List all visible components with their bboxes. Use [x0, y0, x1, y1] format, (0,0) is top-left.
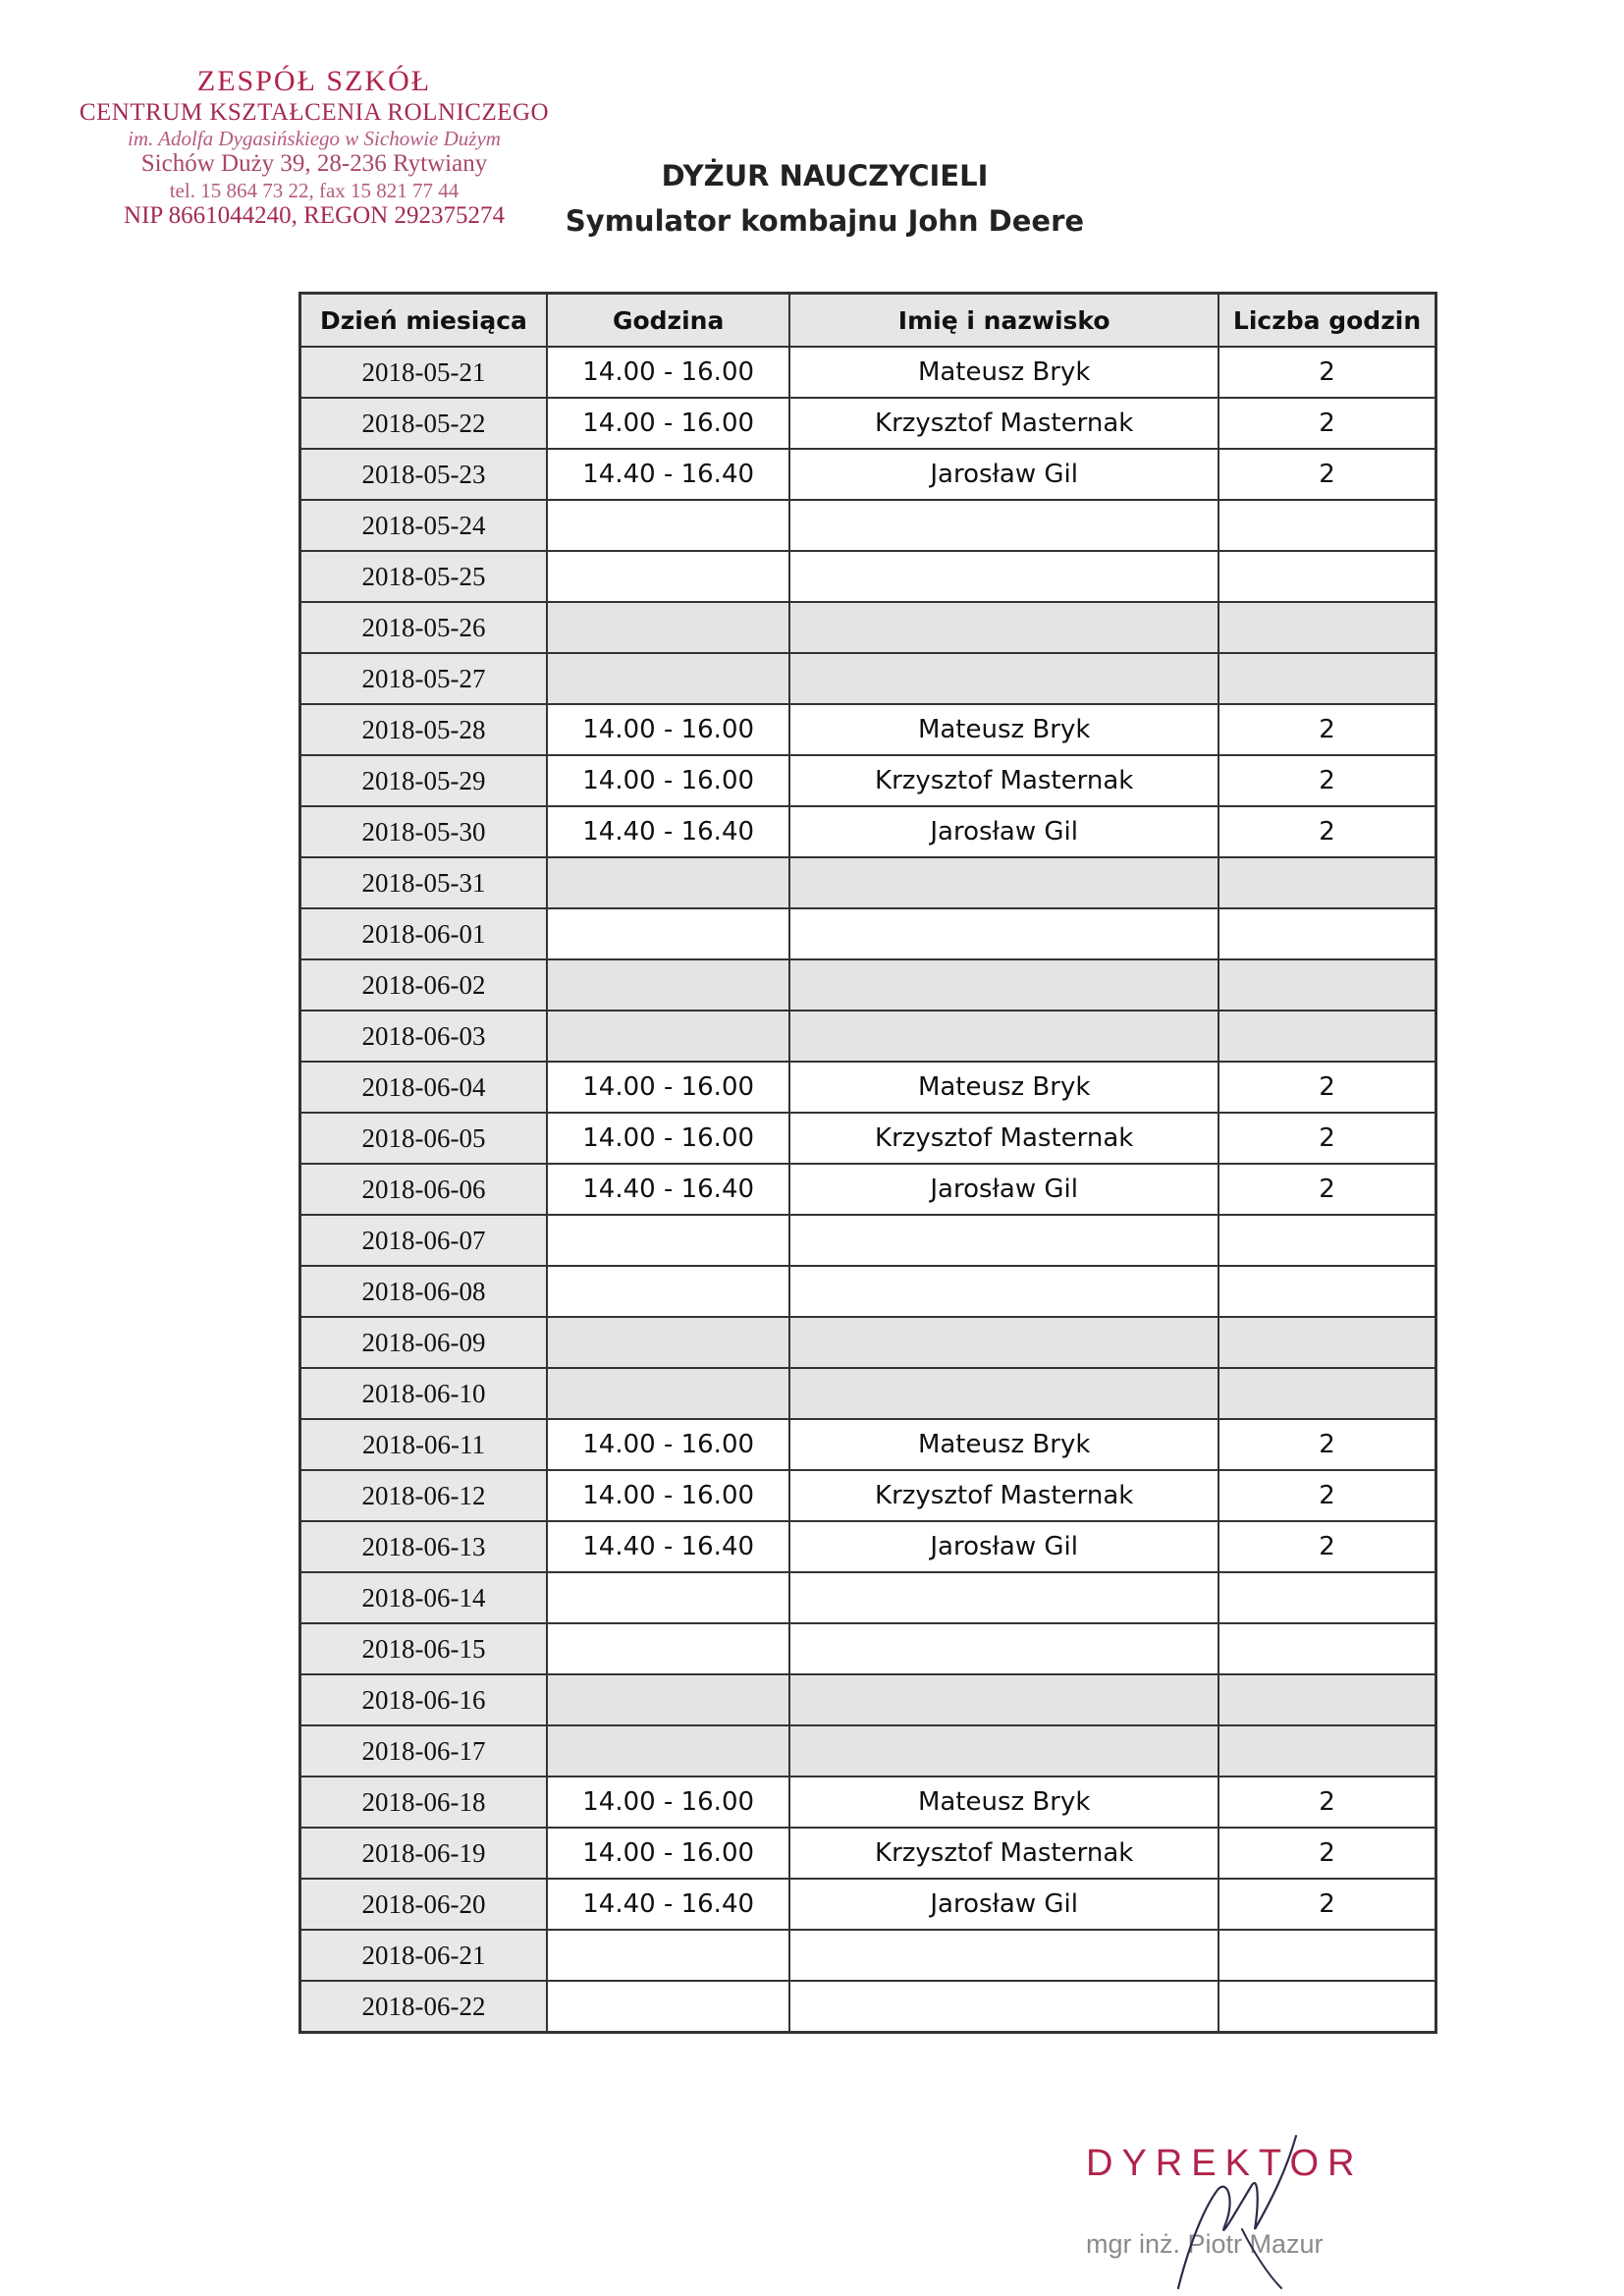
table-row: [300, 1879, 1436, 1930]
header-date: Dzień miesiąca: [300, 294, 547, 348]
time-cell: 14.00 - 16.00: [547, 1470, 789, 1521]
teacher-cell: [789, 602, 1218, 653]
teacher-cell: Jarosław Gil: [789, 1164, 1218, 1215]
hours-cell: [1218, 602, 1435, 653]
stamp-line-patron: im. Adolfa Dygasińskiego w Sichowie Dużym: [128, 127, 501, 151]
table-row: [300, 1368, 1436, 1419]
hours-cell: [1218, 1623, 1435, 1674]
time-cell: [547, 1011, 789, 1062]
time-cell: 14.40 - 16.40: [547, 1164, 789, 1215]
teacher-cell: [789, 1623, 1218, 1674]
date-cell: 2018-06-21: [300, 1930, 547, 1981]
hours-cell: [1218, 1317, 1435, 1368]
teacher-cell: [789, 551, 1218, 602]
date-cell: 2018-06-17: [300, 1725, 547, 1777]
date-cell: 2018-06-05: [300, 1113, 547, 1164]
teacher-cell: [789, 908, 1218, 959]
table-row: [300, 704, 1436, 755]
time-cell: [547, 1368, 789, 1419]
hours-cell: 2: [1218, 704, 1435, 755]
teacher-cell: Mateusz Bryk: [789, 704, 1218, 755]
time-cell: [547, 1215, 789, 1266]
table-row: [300, 1215, 1436, 1266]
hours-cell: 2: [1218, 755, 1435, 806]
hours-cell: 2: [1218, 1521, 1435, 1572]
table-row: [300, 653, 1436, 704]
teacher-cell: Krzysztof Masternak: [789, 1470, 1218, 1521]
time-cell: 14.00 - 16.00: [547, 347, 789, 398]
table-row: [300, 1521, 1436, 1572]
date-cell: 2018-06-04: [300, 1062, 547, 1113]
date-cell: 2018-06-10: [300, 1368, 547, 1419]
director-name: mgr inż. Piotr Mazur: [1086, 2229, 1324, 2259]
teacher-cell: [789, 1674, 1218, 1725]
date-cell: 2018-06-13: [300, 1521, 547, 1572]
teacher-cell: Mateusz Bryk: [789, 1419, 1218, 1470]
director-signature-block: [1080, 2131, 1375, 2296]
table-row: [300, 857, 1436, 908]
time-cell: 14.40 - 16.40: [547, 806, 789, 857]
date-cell: 2018-06-15: [300, 1623, 547, 1674]
date-cell: 2018-05-28: [300, 704, 547, 755]
teacher-cell: [789, 857, 1218, 908]
table-row: [300, 347, 1436, 398]
hours-cell: 2: [1218, 1164, 1435, 1215]
date-cell: 2018-05-23: [300, 449, 547, 500]
time-cell: [547, 1981, 789, 2033]
table-row: [300, 1572, 1436, 1623]
table-row: [300, 908, 1436, 959]
table-body: [300, 347, 1436, 2033]
table-row: [300, 1113, 1436, 1164]
teacher-cell: [789, 1215, 1218, 1266]
table-row: [300, 1470, 1436, 1521]
time-cell: 14.00 - 16.00: [547, 1113, 789, 1164]
time-cell: [547, 500, 789, 551]
date-cell: 2018-05-30: [300, 806, 547, 857]
time-cell: [547, 959, 789, 1011]
date-cell: 2018-05-24: [300, 500, 547, 551]
hours-cell: 2: [1218, 1879, 1435, 1930]
time-cell: [547, 1930, 789, 1981]
table-row: [300, 755, 1436, 806]
teacher-cell: [789, 1011, 1218, 1062]
hours-cell: [1218, 959, 1435, 1011]
hours-cell: 2: [1218, 449, 1435, 500]
date-cell: 2018-06-09: [300, 1317, 547, 1368]
date-cell: 2018-05-21: [300, 347, 547, 398]
table-row: [300, 500, 1436, 551]
stamp-line-center: CENTRUM KSZTAŁCENIA ROLNICZEGO: [79, 98, 550, 126]
table-row: [300, 1419, 1436, 1470]
date-cell: 2018-06-18: [300, 1777, 547, 1828]
hours-cell: 2: [1218, 1062, 1435, 1113]
hours-cell: 2: [1218, 1828, 1435, 1879]
hours-cell: [1218, 1368, 1435, 1419]
table-row: [300, 1062, 1436, 1113]
time-cell: 14.40 - 16.40: [547, 1879, 789, 1930]
table-row: [300, 1317, 1436, 1368]
hours-cell: [1218, 1725, 1435, 1777]
hours-cell: [1218, 1266, 1435, 1317]
document-title: DYŻUR NAUCZYCIELI: [661, 159, 989, 192]
hours-cell: 2: [1218, 1777, 1435, 1828]
date-cell: 2018-05-29: [300, 755, 547, 806]
date-cell: 2018-06-01: [300, 908, 547, 959]
time-cell: [547, 1572, 789, 1623]
time-cell: 14.00 - 16.00: [547, 704, 789, 755]
table-row: [300, 1981, 1436, 2033]
time-cell: [547, 653, 789, 704]
time-cell: 14.00 - 16.00: [547, 398, 789, 449]
document-heading: [550, 155, 1100, 246]
teacher-cell: Krzysztof Masternak: [789, 755, 1218, 806]
date-cell: 2018-05-27: [300, 653, 547, 704]
teacher-cell: Mateusz Bryk: [789, 1062, 1218, 1113]
date-cell: 2018-05-31: [300, 857, 547, 908]
time-cell: 14.40 - 16.40: [547, 1521, 789, 1572]
teacher-cell: Jarosław Gil: [789, 1879, 1218, 1930]
time-cell: 14.40 - 16.40: [547, 449, 789, 500]
hours-cell: [1218, 1215, 1435, 1266]
table-row: [300, 1725, 1436, 1777]
hours-cell: [1218, 857, 1435, 908]
date-cell: 2018-06-14: [300, 1572, 547, 1623]
date-cell: 2018-06-22: [300, 1981, 547, 2033]
teacher-cell: Mateusz Bryk: [789, 1777, 1218, 1828]
date-cell: 2018-06-20: [300, 1879, 547, 1930]
time-cell: [547, 1317, 789, 1368]
teacher-cell: [789, 959, 1218, 1011]
teacher-cell: Jarosław Gil: [789, 449, 1218, 500]
table-row: [300, 1930, 1436, 1981]
hours-cell: [1218, 1930, 1435, 1981]
date-cell: 2018-06-12: [300, 1470, 547, 1521]
time-cell: [547, 602, 789, 653]
table-row: [300, 1266, 1436, 1317]
table-row: [300, 398, 1436, 449]
teacher-cell: [789, 1981, 1218, 2033]
date-cell: 2018-05-26: [300, 602, 547, 653]
handwritten-signature: [1149, 2131, 1326, 2296]
date-cell: 2018-06-03: [300, 1011, 547, 1062]
hours-cell: [1218, 1011, 1435, 1062]
table-row: [300, 806, 1436, 857]
hours-cell: [1218, 500, 1435, 551]
teacher-cell: [789, 1266, 1218, 1317]
teacher-cell: Jarosław Gil: [789, 806, 1218, 857]
table-row: [300, 1623, 1436, 1674]
table-row: [300, 1674, 1436, 1725]
date-cell: 2018-06-11: [300, 1419, 547, 1470]
stamp-line-address: Sichów Duży 39, 28-236 Rytwiany: [140, 150, 488, 178]
hours-cell: 2: [1218, 398, 1435, 449]
table-row: [300, 1011, 1436, 1062]
school-stamp: [79, 65, 550, 231]
table-row: [300, 449, 1436, 500]
table-row: [300, 551, 1436, 602]
hours-cell: [1218, 1674, 1435, 1725]
table-row: [300, 959, 1436, 1011]
teacher-cell: Jarosław Gil: [789, 1521, 1218, 1572]
hours-cell: [1218, 908, 1435, 959]
date-cell: 2018-06-08: [300, 1266, 547, 1317]
hours-cell: 2: [1218, 806, 1435, 857]
time-cell: 14.00 - 16.00: [547, 1828, 789, 1879]
teacher-cell: Mateusz Bryk: [789, 347, 1218, 398]
hours-cell: [1218, 1572, 1435, 1623]
time-cell: [547, 551, 789, 602]
time-cell: 14.00 - 16.00: [547, 1777, 789, 1828]
teacher-cell: [789, 1317, 1218, 1368]
header-time: Godzina: [547, 294, 789, 348]
date-cell: 2018-05-25: [300, 551, 547, 602]
time-cell: 14.00 - 16.00: [547, 1419, 789, 1470]
date-cell: 2018-05-22: [300, 398, 547, 449]
date-cell: 2018-06-19: [300, 1828, 547, 1879]
table-row: [300, 602, 1436, 653]
time-cell: [547, 1623, 789, 1674]
teacher-cell: [789, 1572, 1218, 1623]
time-cell: [547, 1725, 789, 1777]
date-cell: 2018-06-02: [300, 959, 547, 1011]
table-row: [300, 1164, 1436, 1215]
teacher-cell: [789, 1725, 1218, 1777]
hours-cell: 2: [1218, 1113, 1435, 1164]
time-cell: [547, 908, 789, 959]
date-cell: 2018-06-07: [300, 1215, 547, 1266]
teacher-cell: Krzysztof Masternak: [789, 1113, 1218, 1164]
stamp-line-phone: tel. 15 864 73 22, fax 15 821 77 44: [169, 179, 460, 203]
teacher-cell: [789, 653, 1218, 704]
teacher-cell: Krzysztof Masternak: [789, 398, 1218, 449]
duty-schedule-table: [298, 292, 1437, 2034]
teacher-cell: Krzysztof Masternak: [789, 1828, 1218, 1879]
director-title: DYREKTOR: [1086, 2143, 1364, 2184]
table-header-row: [300, 294, 1436, 348]
time-cell: [547, 1674, 789, 1725]
stamp-line-school: ZESPÓŁ SZKÓŁ: [196, 65, 432, 97]
time-cell: 14.00 - 16.00: [547, 1062, 789, 1113]
time-cell: [547, 857, 789, 908]
date-cell: 2018-06-06: [300, 1164, 547, 1215]
hours-cell: [1218, 551, 1435, 602]
header-teacher: Imię i nazwisko: [789, 294, 1218, 348]
teacher-cell: [789, 500, 1218, 551]
date-cell: 2018-06-16: [300, 1674, 547, 1725]
table-row: [300, 1777, 1436, 1828]
teacher-cell: [789, 1930, 1218, 1981]
hours-cell: 2: [1218, 1419, 1435, 1470]
hours-cell: 2: [1218, 347, 1435, 398]
stamp-line-ids: NIP 8661044240, REGON 292375274: [124, 202, 505, 230]
hours-cell: 2: [1218, 1470, 1435, 1521]
hours-cell: [1218, 1981, 1435, 2033]
time-cell: [547, 1266, 789, 1317]
document-subtitle: Symulator kombajnu John Deere: [565, 204, 1085, 238]
header-hours: Liczba godzin: [1218, 294, 1435, 348]
teacher-cell: [789, 1368, 1218, 1419]
time-cell: 14.00 - 16.00: [547, 755, 789, 806]
table-row: [300, 1828, 1436, 1879]
hours-cell: [1218, 653, 1435, 704]
